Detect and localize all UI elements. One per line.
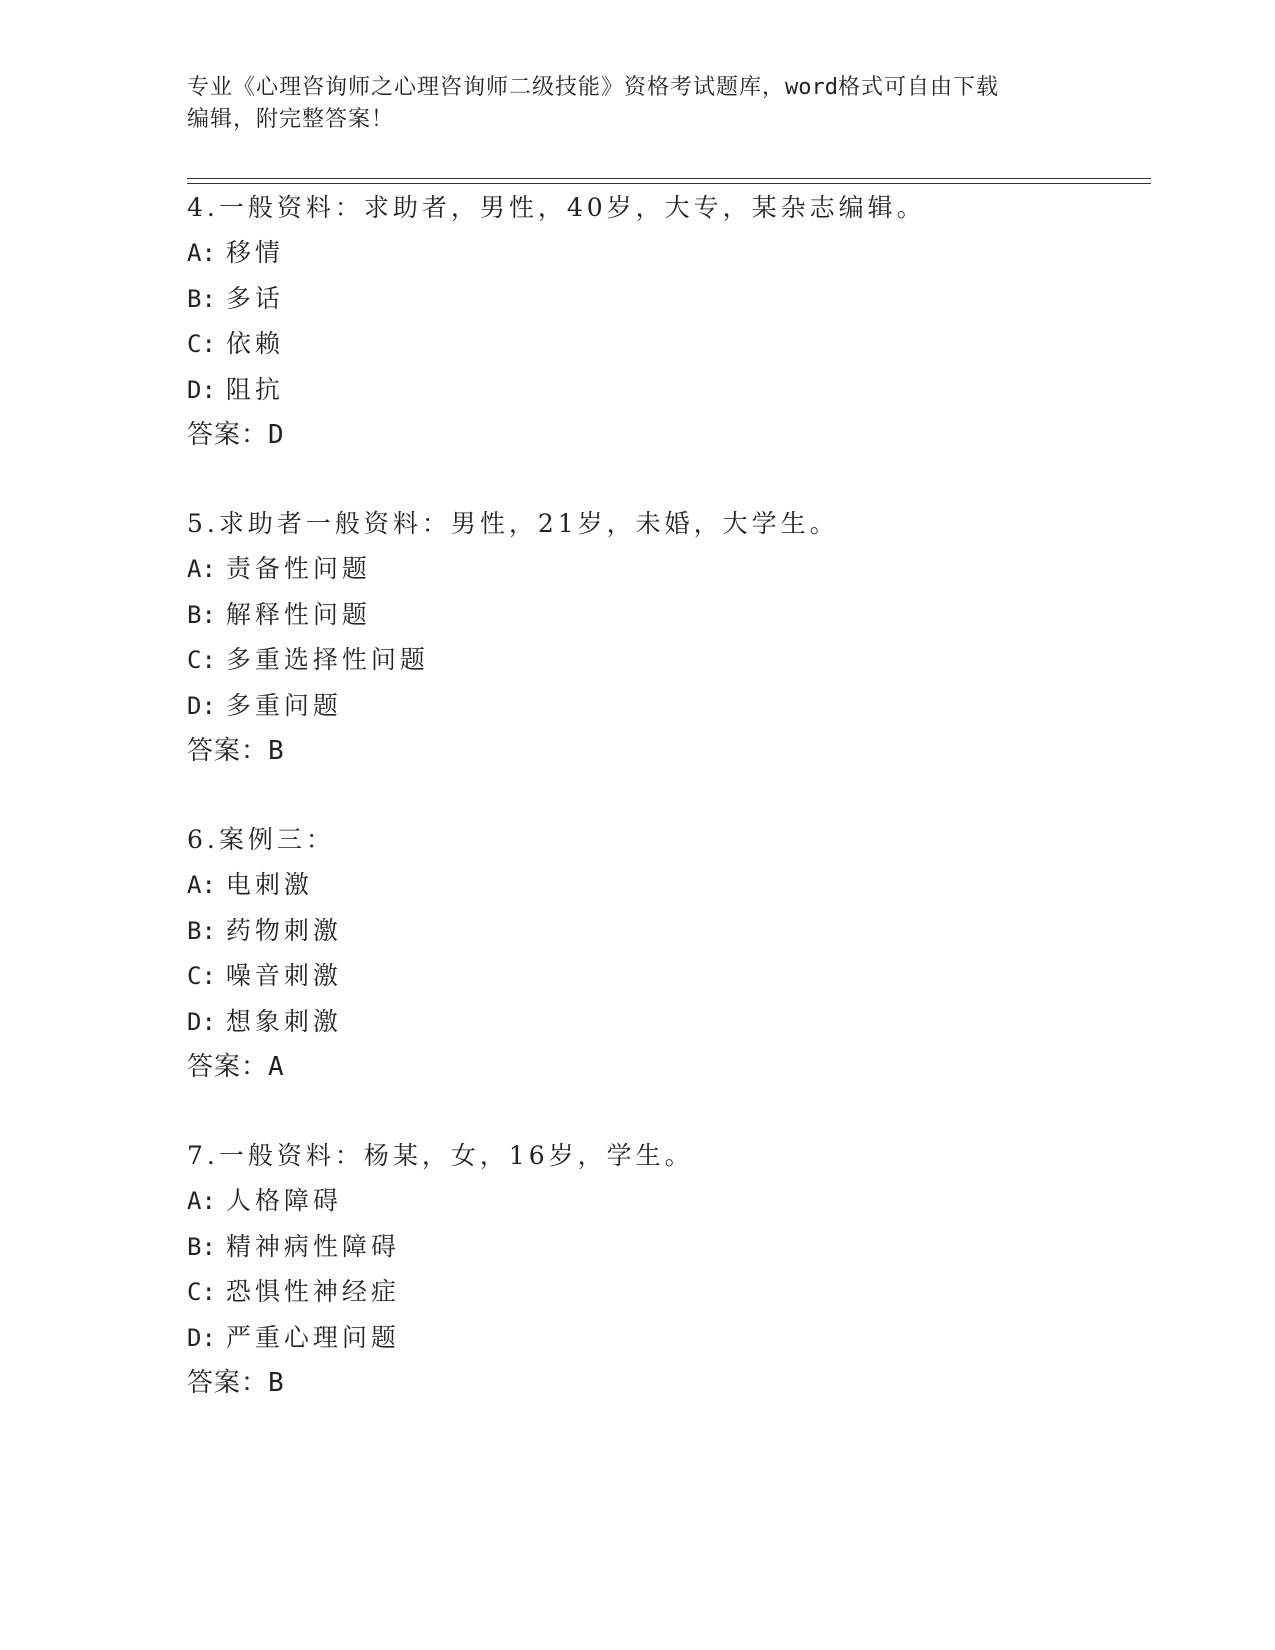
option-text: 人格障碍 bbox=[225, 1186, 342, 1215]
option-text: 电刺激 bbox=[225, 870, 313, 899]
answer-value: B bbox=[268, 1368, 285, 1398]
option-key: C: bbox=[187, 962, 216, 990]
option-key: A: bbox=[187, 555, 216, 583]
option-c bbox=[187, 1275, 1147, 1321]
option-a bbox=[187, 1184, 1147, 1230]
option-text: 想象刺激 bbox=[225, 1006, 342, 1036]
option-a bbox=[187, 552, 1147, 598]
answer-label: 答案： bbox=[187, 1052, 269, 1082]
question-title: 4.一般资料：求助者，男性，40岁，大专，某杂志编辑。 bbox=[187, 193, 926, 222]
question-title: 5.求助者一般资料：男性，21岁，未婚，大学生。 bbox=[187, 509, 839, 538]
option-key: C: bbox=[187, 330, 216, 358]
question-block-4 bbox=[187, 191, 1147, 463]
option-d bbox=[187, 689, 1147, 735]
header-line-1-prefix: 专业《心理咨询师之心理咨询师二级技能》资格考试题库， bbox=[187, 75, 786, 100]
question-title: 7.一般资料：杨某，女，16岁，学生。 bbox=[187, 1141, 694, 1170]
option-text: 依赖 bbox=[225, 329, 284, 358]
question-title: 6.案例三： bbox=[187, 825, 335, 854]
option-d bbox=[187, 1321, 1147, 1367]
answer-line bbox=[187, 1366, 1147, 1411]
answer-label: 答案： bbox=[187, 420, 269, 450]
option-c bbox=[187, 327, 1147, 373]
question-block-5 bbox=[187, 507, 1147, 779]
header-line-2: 编辑，附完整答案！ bbox=[187, 107, 395, 132]
option-key: B: bbox=[187, 600, 216, 629]
answer-value: A bbox=[268, 1052, 285, 1082]
option-text: 噪音刺激 bbox=[225, 961, 342, 990]
answer-line bbox=[187, 734, 1147, 779]
option-key: A: bbox=[187, 239, 216, 267]
option-text: 移情 bbox=[225, 238, 284, 267]
option-d bbox=[187, 373, 1147, 419]
document-header bbox=[187, 72, 1087, 136]
answer-value: D bbox=[268, 420, 285, 450]
option-b bbox=[187, 914, 1147, 960]
header-divider-bottom bbox=[187, 183, 1151, 184]
option-key: D: bbox=[187, 375, 216, 404]
option-text: 责备性问题 bbox=[225, 554, 371, 583]
option-key: C: bbox=[187, 646, 216, 674]
option-key: D: bbox=[187, 1007, 216, 1036]
option-text: 恐惧性神经症 bbox=[225, 1277, 400, 1306]
option-c bbox=[187, 959, 1147, 1005]
option-key: D: bbox=[187, 1323, 216, 1352]
option-d bbox=[187, 1005, 1147, 1051]
option-key: A: bbox=[187, 871, 216, 899]
option-key: C: bbox=[187, 1278, 216, 1306]
question-block-6 bbox=[187, 823, 1147, 1095]
header-line-1 bbox=[187, 72, 1087, 104]
option-key: B: bbox=[187, 916, 216, 945]
option-text: 多重问题 bbox=[225, 690, 342, 720]
option-key: A: bbox=[187, 1187, 216, 1215]
option-text: 多重选择性问题 bbox=[225, 645, 429, 674]
option-b bbox=[187, 598, 1147, 644]
option-text: 解释性问题 bbox=[225, 599, 371, 629]
answer-line bbox=[187, 418, 1147, 463]
answer-label: 答案： bbox=[187, 736, 269, 766]
answer-value: B bbox=[268, 736, 285, 766]
option-key: D: bbox=[187, 691, 216, 720]
option-text: 阻抗 bbox=[225, 374, 284, 404]
option-a bbox=[187, 868, 1147, 914]
option-text: 药物刺激 bbox=[225, 915, 342, 945]
answer-label: 答案： bbox=[187, 1368, 269, 1398]
option-text: 多话 bbox=[225, 283, 284, 313]
option-text: 精神病性障碍 bbox=[225, 1231, 400, 1261]
option-text: 严重心理问题 bbox=[225, 1322, 400, 1352]
option-key: B: bbox=[187, 1232, 216, 1261]
header-divider-top bbox=[187, 178, 1151, 179]
option-c bbox=[187, 643, 1147, 689]
option-a bbox=[187, 236, 1147, 282]
option-key: B: bbox=[187, 284, 216, 313]
option-b bbox=[187, 282, 1147, 328]
option-b bbox=[187, 1230, 1147, 1276]
header-line-1-suffix: 格式可自由下载 bbox=[838, 75, 1000, 100]
answer-line bbox=[187, 1050, 1147, 1095]
header-word-text: word bbox=[785, 75, 838, 100]
question-block-7 bbox=[187, 1139, 1147, 1411]
